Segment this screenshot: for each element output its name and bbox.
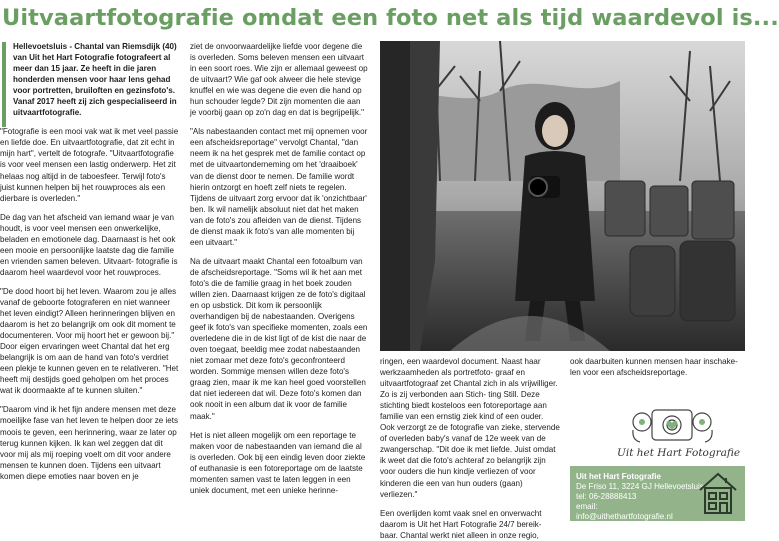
intro-block	[0, 41, 180, 118]
intro-paragraph: Hellevoetsluis - Chantal van Riemsdijk (40) van Uit het Hart Fotografie fotografeert al meer dan 15 jaar. Ze heeft in die jaren honderden mensen voor haar lens gehad voor portretten, bruiloften en gezinsfoto's. Vanaf 2017 heeft zij zich gespecialiseerd in uitvaartfotografie.	[13, 42, 177, 118]
text-column-1	[0, 41, 180, 521]
logo-text: Uit het Hart Fotografie	[617, 447, 741, 459]
paragraph: ringen, een waardevol document. Naast haar werkzaamheden als portretfoto- graaf en uitvaartfotograaf zet Chantal zich in als vrijwilliger. Zo is zij verbonden aan Stich- ting Still. Deze stichting biedt kosteloos een fotoreportage aan familie van een ernstig ziek kind of een ouder. Ook verzorgt ze de fotografie van zieke, stervende of overleden baby's vanaf de 12e week van de zwangerschap. "Dit doe ik met liefde. Juist omdat ik weet dat die foto's achteraf zo belangrijk zijn voor ouders die hun kindje verliezen of voor kinderen die een van hun ouders (gaan) verliezen."	[380, 357, 560, 499]
contact-address: De Friso 11, 3224 GJ Hellevoetsluis	[576, 482, 704, 491]
paragraph: ziet de onvoorwaardelijke liefde voor degene die is overleden. Soms beleven mensen een uitvaart in een soort roes. Wie zijn er allemaal geweest op de uitvaart? Wie gaf ook alweer die hele stevige knuffel en wie was degene die even die hand op hun schouder legde? Dit zijn momenten die aan je voorbij gaan op zo'n dag en dat is begrijpelijk."	[190, 42, 368, 118]
intro-accent-bar	[2, 42, 6, 127]
text-column-2	[190, 41, 368, 521]
logo-camera-heart-icon	[630, 400, 715, 448]
contact-phone: tel: 06-28888413	[576, 492, 637, 501]
paragraph: Na de uitvaart maakt Chantal een fotoalbum van de afscheidsreportage. "Soms wil ik het aan met foto's die de familie graag in het boek zouden willen zien. Daarnaast krijgen ze de foto's digitaal en op usbstick. Dit kom ik persoonlijk overhandigen bij de nabestaanden. Overigens geef ik foto's van specifieke momenten, zoals een overledene die in de kist ligt of de kist die naar de oven toegaat, beeldig mee zodat nabestaanden niet zomaar met deze foto's geconfronteerd worden. Sommige mensen willen deze foto's graag zien, maar ik me kan heel goed voorstellen dat niet iedereen dat wil. Deze foto's komen dan ook nooit in een album dat ik voor de familie maak."	[190, 256, 368, 421]
contact-email-label: email:	[576, 502, 598, 511]
paragraph: "Fotografie is een mooi vak wat ik met veel passie en liefde doe. En uitvaartfotografie, dat zit echt in mijn hart", vertelt de fotografe. "Uitvaartfotografie is voor veel mensen een lastig onderwerp. Het zit helaas nog altijd in de taboesfeer. Terwijl foto's juist kunnen helpen bij het rouwproces als een dierbare is overleden."	[0, 127, 179, 203]
contact-email[interactable]: info@uithethartfotografie.nl	[576, 512, 673, 521]
contact-name: Uit het Hart Fotografie	[576, 472, 661, 481]
contact-website[interactable]: www.uithethartfotografie.nl	[576, 522, 671, 531]
paragraph: "De dood hoort bij het leven. Waarom zou je alles vanaf de geboorte fotograferen en niet wanneer het leven eindigt? Alleen herinneringen blijven en daarom is het zo belangrijk om ook dit moment te documenteren. Voor mij hoort het er gewoon bij." Door eigen ervaringen weet Chantal dat het erg belangrijk is om aan de hand van foto's verdriet een plekje te kunnen geven en te relativeren. "Het heeft mij destijds goed geholpen om het proces wat ik doormaakte af te kunnen sluiten."	[0, 286, 179, 396]
text-column-4	[570, 356, 745, 396]
house-icon	[697, 470, 739, 516]
paragraph: "Daarom vind ik het fijn andere mensen met deze moeilijke fase van het leven te helpen door ze iets moois te geven, een herinnering, waar ze later op terug kunnen kijken. Ik kan wel zeggen dat dit voor mij als mij roeping voelt om dit voor andere mensen te kunnen doen. Tijdens een uitvaart komen diepe emoties naar boven en je	[0, 405, 179, 481]
paragraph: ook daarbuiten kunnen mensen haar inschake- len voor een afscheidsreportage.	[570, 357, 738, 378]
headline: Uitvaartfotografie omdat een foto net als tijd waardevol is...	[2, 5, 779, 31]
cemetery-photo-illustration	[380, 41, 745, 351]
paragraph: Het is niet alleen mogelijk om een reportage te maken voor de nabestaanden van iemand die al is overleden. Ook bij een eindig leven door ziekte of euthanasie is een fotoreportage om de laatste momenten samen vast te laten leggen in een uniek document, met een unieke herinne-	[190, 430, 366, 495]
paragraph: "Als nabestaanden contact met mij opnemen voor een afscheidsreportage" vervolgt Chantal, "dan neem ik na het gesprek met de familie contact op met de uitvaartonderneming om het 'draaiboek' van de dienst door te nemen. De familie wordt hierin ontzorgt en hoeft zelf niets te regelen. Tijdens de uitvaart zorg ervoor dat ik 'onzichtbaar' ben. Ik wil namelijk absoluut niet dat het maken van de foto's zou afleiden van de dienst. Tijdens de dienst maak ik foto's van alle momenten bij een uitvaart."	[190, 127, 368, 247]
paragraph: Een overlijden komt vaak snel en onverwacht daarom is Uit het Hart Fotografie 24/7 bereik- baar. Chantal werkt niet alleen in onze regio,	[380, 508, 542, 540]
paragraph: De dag van het afscheid van iemand waar je van houdt, is voor veel mensen een onwerkelijke, beladen en emotionele dag. Daarnaast is het ook een mooie en persoonlijke laatste dag die familie en vrienden samen beleven. Uitvaart- fotografie is daarom heel waardevol voor het rouwproces.	[0, 212, 178, 277]
photographer-photo	[380, 41, 745, 351]
text-column-3	[380, 356, 560, 540]
